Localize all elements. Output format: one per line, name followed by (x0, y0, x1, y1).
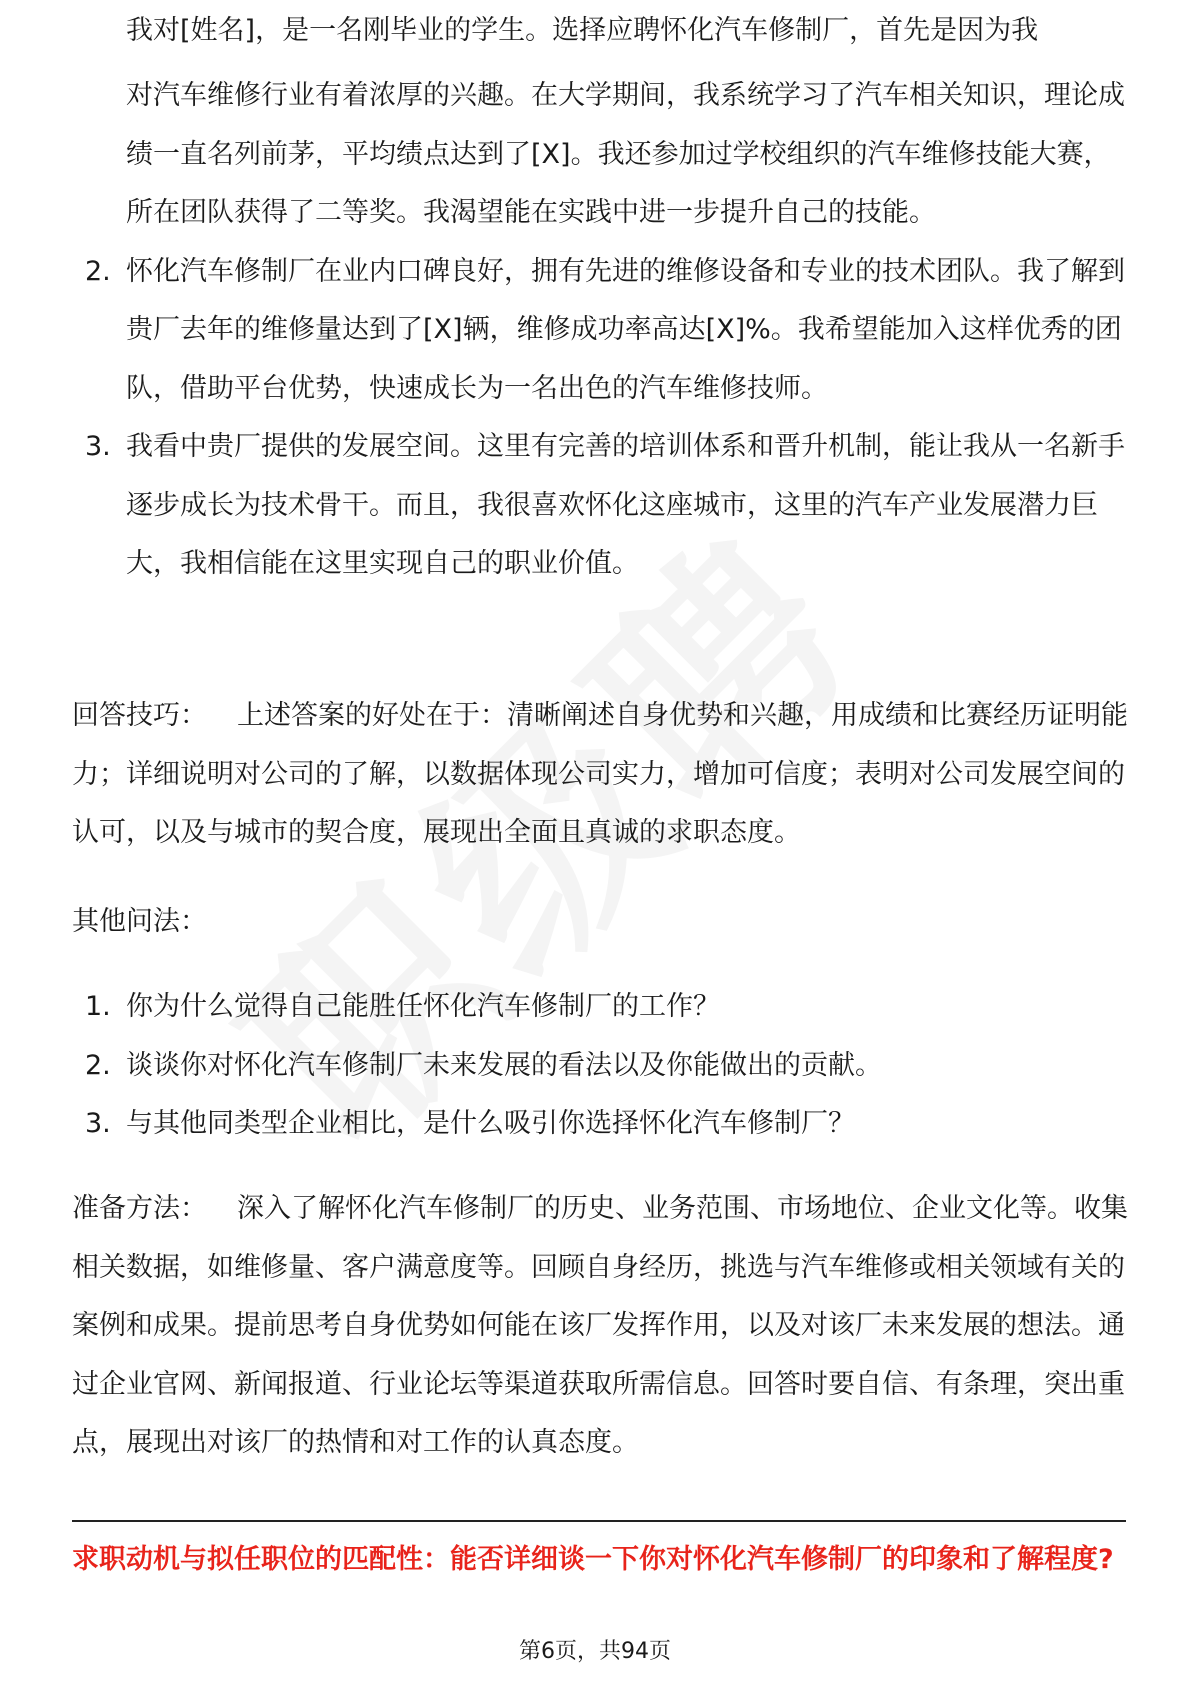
list-number: 1. (85, 991, 111, 1022)
list-item (72, 1037, 1132, 1096)
next-question-heading: 求职动机与拟任职位的匹配性：能否详细谈一下你对怀化汽车修制厂的印象和了解程度? (72, 1544, 1114, 1575)
reasons-list (72, 67, 1132, 594)
list-item (72, 67, 1132, 243)
list-item (72, 978, 1132, 1037)
list-number: 3. (85, 431, 111, 462)
section-divider (72, 1520, 1126, 1522)
tips-label: 回答技巧： (72, 700, 207, 731)
list-item (72, 243, 1132, 419)
list-number: 3. (85, 1108, 111, 1139)
list-item-text: 谈谈你对怀化汽车修制厂未来发展的看法以及你能做出的贡献。 (126, 1049, 882, 1081)
list-item-text: 与其他同类型企业相比，是什么吸引你选择怀化汽车修制厂？ (126, 1108, 855, 1139)
other-questions-list (72, 978, 1132, 1154)
page-footer: 第6页，共94页 (519, 1639, 671, 1664)
preparation-method (72, 1180, 1132, 1473)
list-item-text: 你为什么觉得自己能胜任怀化汽车修制厂的工作？ (126, 991, 720, 1022)
answer-tips (72, 687, 1132, 863)
prep-text: 深入了解怀化汽车修制厂的历史、业务范围、市场地位、企业文化等。收集相关数据，如维修量、客户满意度等。回顾自身经历，挑选与汽车维修或相关领域有关的案例和成果。提前思考自身优势如何能在该厂发挥作用，以及对该厂未来发展的想法。通过企业官网、新闻报道、行业论坛等渠道获取所需信息。回答时要自信、有条理，突出重点，展现出对该厂的热情和对工作的认真态度。 (72, 1193, 1128, 1458)
cut-off-text-line (126, 15, 1106, 60)
tips-text: 上述答案的好处在于：清晰阐述自身优势和兴趣，用成绩和比赛经历证明能力；详细说明对公司的了解，以数据体现公司实力，增加可信度；表明对公司发展空间的认可，以及与城市的契合度，展现出全面且真诚的求职态度。 (72, 700, 1128, 848)
list-item-text: 怀化汽车修制厂在业内口碑良好，拥有先进的维修设备和专业的技术团队。我了解到贵厂去年的维修量达到了[X]辆，维修成功率高达[X]%。我希望能加入这样优秀的团队，借助平台优势，快速成长为一名出色的汽车维修技师。 (126, 255, 1125, 404)
list-item-text: 我看中贵厂提供的发展空间。这里有完善的培训体系和晋升机制，能让我从一名新手逐步成长为技术骨干。而且，我很喜欢怀化这座城市，这里的汽车产业发展潜力巨大，我相信能在这里实现自己的职业价值。 (126, 431, 1125, 579)
list-item (72, 1095, 1132, 1154)
list-number: 2. (85, 1049, 111, 1081)
list-item-text: 对汽车维修行业有着浓厚的兴趣。在大学期间，我系统学习了汽车相关知识，理论成绩一直名列前茅，平均绩点达到了[X]。我还参加过学校组织的汽车维修技能大赛，所在团队获得了二等奖。我渴望能在实践中进一步提升自己的技能。 (126, 80, 1125, 228)
other-questions-heading: 其他问法： (72, 906, 207, 937)
prep-label: 准备方法： (72, 1193, 207, 1224)
list-item (72, 418, 1132, 594)
cut-off-text: 我对[姓名]，是一名刚毕业的学生。选择应聘怀化汽车修制厂，首先是因为我 (126, 15, 1039, 46)
list-number: 2. (85, 255, 111, 287)
